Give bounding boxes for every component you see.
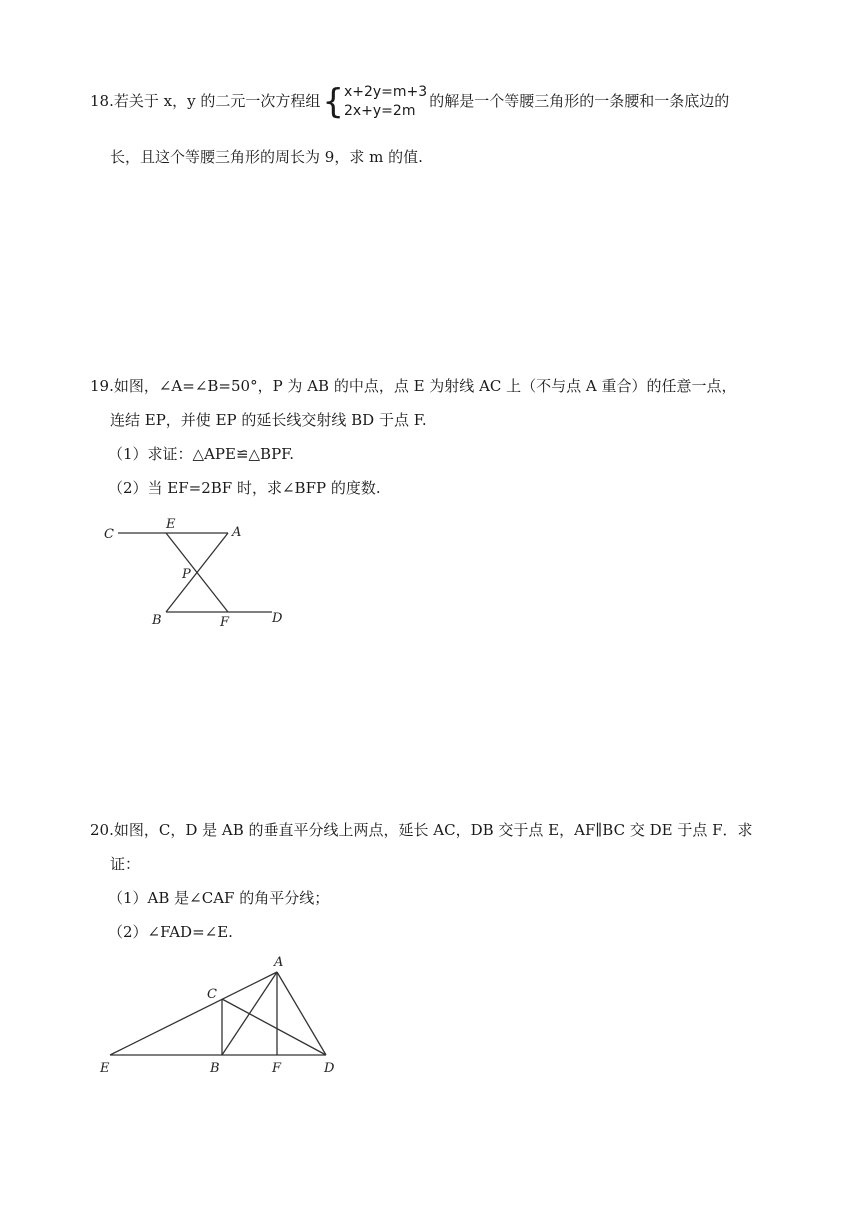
label-a: A: [232, 525, 242, 540]
q20-part2: （2）∠FAD=∠E.: [108, 923, 233, 941]
label-e: E: [100, 1061, 110, 1076]
segment-ea: [110, 972, 277, 1055]
q18-text-pre: 18.若关于 x，y 的二元一次方程组: [90, 92, 321, 110]
q18-text-post: 的解是一个等腰三角形的一条腰和一条底边的: [429, 92, 730, 110]
label-d: D: [272, 611, 283, 626]
q19-line2: 连结 EP，并使 EP 的延长线交射线 BD 于点 F.: [110, 411, 427, 429]
q18-line2: 长，且这个等腰三角形的周长为 9，求 m 的值.: [110, 148, 423, 166]
equation-1: x+2y=m+3: [343, 84, 428, 100]
brace-icon: {: [322, 82, 344, 122]
label-a: A: [274, 955, 284, 970]
q20-line1: 20.如图，C，D 是 AB 的垂直平分线上两点，延长 AC，DB 交于点 E，AF∥BC 交 DE 于点 F．求: [90, 821, 753, 839]
q20-line2: 证：: [110, 855, 141, 873]
label-b: B: [210, 1061, 220, 1076]
q19-line1: 19.如图，∠A=∠B=50°，P 为 AB 的中点，点 E 为射线 AC 上（不与点 A 重合）的任意一点，: [90, 377, 737, 395]
label-f: F: [272, 1061, 282, 1076]
q20-part1: （1）AB 是∠CAF 的角平分线；: [108, 889, 330, 907]
q19-part2: （2）当 EF=2BF 时，求∠BFP 的度数.: [108, 479, 381, 497]
figure-20: [99, 955, 335, 1076]
segment-ad: [277, 972, 326, 1055]
label-c: C: [104, 527, 114, 542]
q19-part1: （1）求证：△APE≌△BPF.: [108, 445, 295, 463]
figure-19: [104, 517, 283, 630]
segment-cd: [222, 999, 326, 1055]
equation-2: 2x+y=2m: [343, 103, 416, 119]
label-p: P: [182, 567, 191, 582]
label-e: E: [166, 517, 176, 532]
label-c: C: [207, 987, 217, 1002]
label-d: D: [324, 1061, 335, 1076]
label-f: F: [220, 615, 230, 630]
label-b: B: [152, 613, 162, 628]
